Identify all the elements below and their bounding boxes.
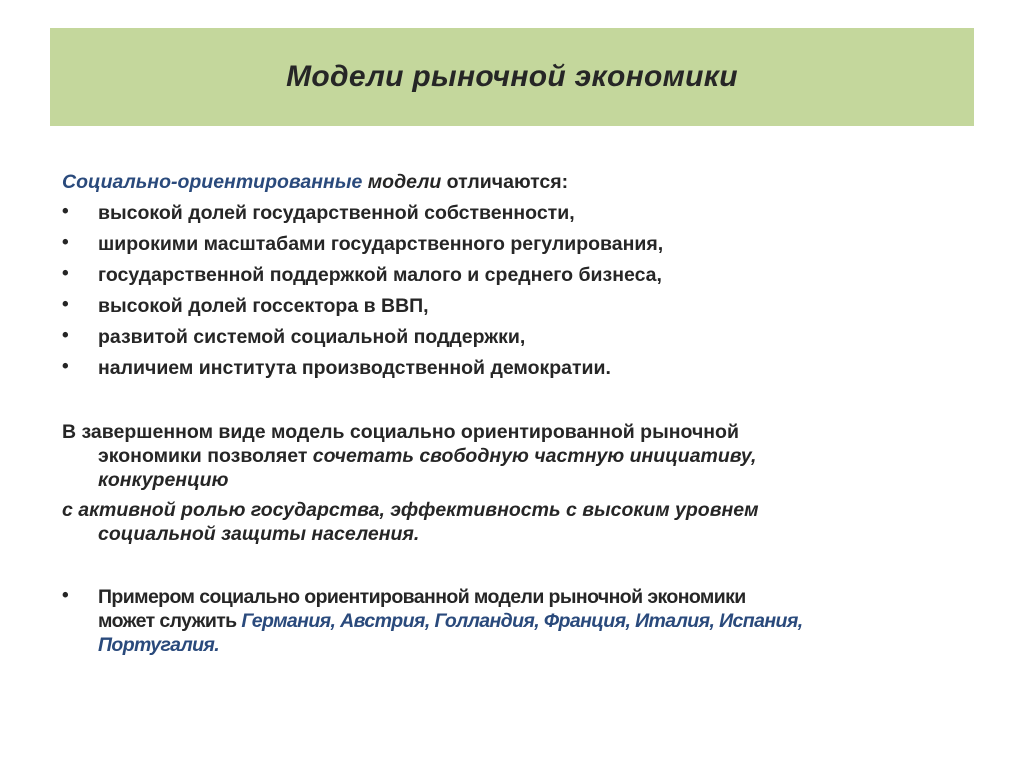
bullet-marker: • — [62, 201, 69, 222]
bullet-marker: • — [62, 294, 69, 315]
slide-title: Модели рыночной экономики — [286, 60, 738, 93]
countries-list: Португалия. — [98, 634, 220, 656]
example-text: может служить — [98, 610, 242, 632]
example-line — [98, 609, 803, 633]
bullet-marker: • — [62, 585, 69, 606]
title-banner — [50, 28, 974, 126]
paragraph-italic: сочетать свободную частную инициативу, — [312, 445, 757, 467]
intro-line — [62, 170, 568, 194]
list-item: высокой долей государственной собственности, — [98, 202, 575, 224]
bullet-marker: • — [62, 325, 69, 346]
paragraph-line — [98, 444, 756, 468]
paragraph-text: экономики позволяет — [98, 445, 313, 467]
bullet-marker: • — [62, 356, 69, 377]
bullet-marker: • — [62, 263, 69, 284]
intro-rest: отличаются: — [441, 171, 569, 193]
example-line: Примером социально ориентированной модели рыночной экономики — [98, 586, 746, 608]
paragraph-line: В завершенном виде модель социально ориентированной рыночной — [62, 421, 739, 443]
list-item: государственной поддержкой малого и среднего бизнеса, — [98, 264, 662, 286]
paragraph-line: конкуренцию — [98, 469, 229, 491]
list-item: наличием института производственной демократии. — [98, 357, 611, 379]
bullet-marker: • — [62, 232, 69, 253]
list-item: широкими масштабами государственного регулирования, — [98, 233, 664, 255]
intro-highlight: Социально-ориентированные — [62, 171, 363, 193]
paragraph-line: социальной защиты населения. — [98, 523, 420, 545]
intro-italic: модели — [362, 171, 442, 193]
list-item: высокой долей госсектора в ВВП, — [98, 295, 429, 317]
list-item: развитой системой социальной поддержки, — [98, 326, 526, 348]
paragraph-line: с активной ролью государства, эффективность с высоким уровнем — [62, 499, 759, 521]
countries-list: Германия, Австрия, Голландия, Франция, Италия, Испания, — [241, 610, 803, 632]
